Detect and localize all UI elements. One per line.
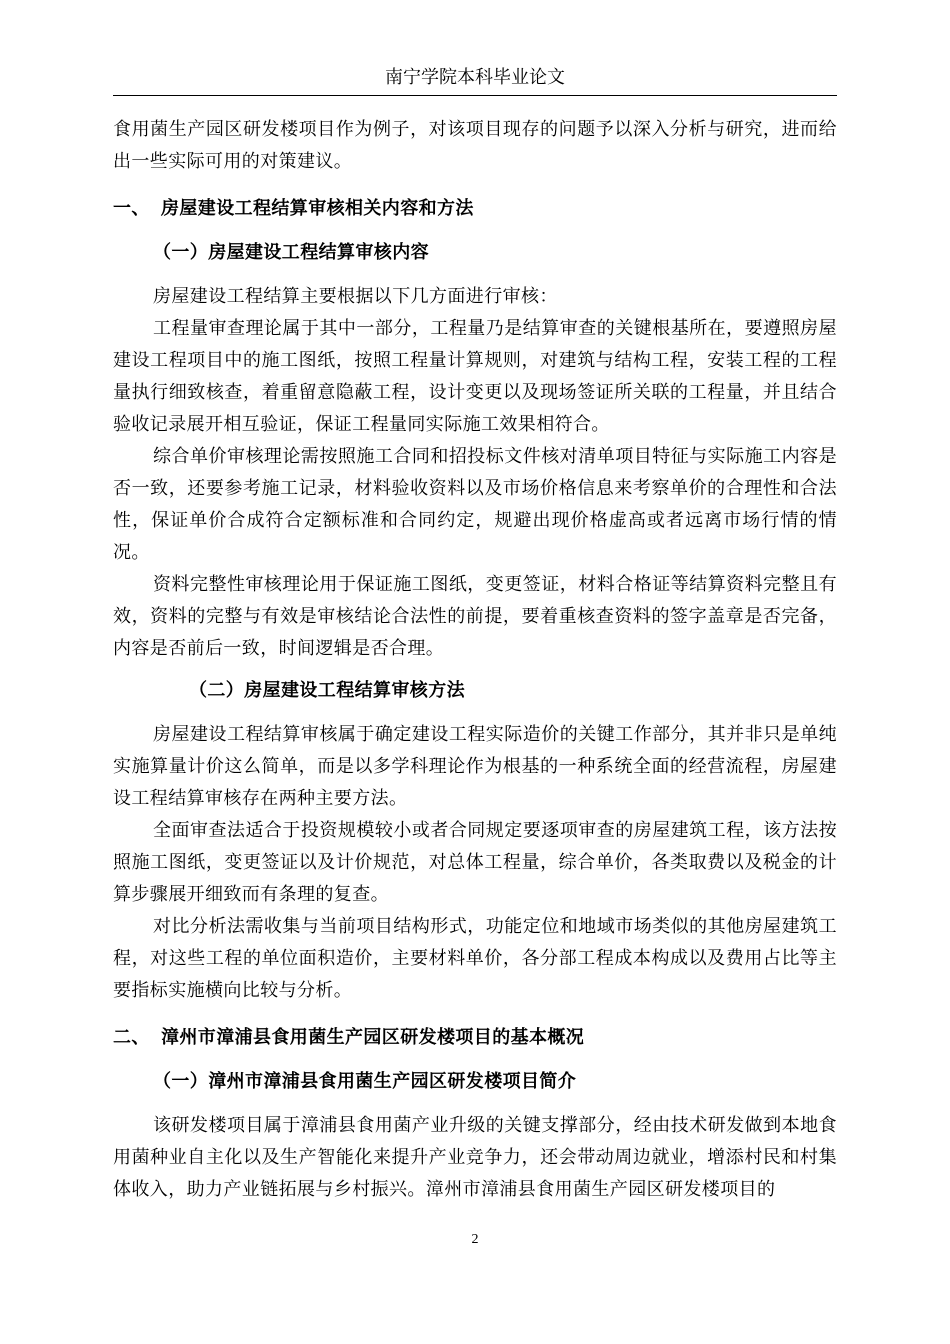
paragraph: 房屋建设工程结算主要根据以下几方面进行审核： [153, 286, 558, 307]
section-heading-2 [113, 1022, 837, 1054]
paragraph: 对比分析法需收集与当前项目结构形式，功能定位和地域市场类似的其他房屋建筑工程，对这些工程的单位面积造价，主要材料单价，各分部工程成本构成以及费用占比等主要指标实施横向比较与分析。 [113, 916, 837, 1001]
section-title-2: 漳州市漳浦县食用菌生产园区研发楼项目的基本概况 [161, 1027, 585, 1048]
section-number-1: 一、 [113, 198, 150, 219]
section-number-2: 二、 [113, 1027, 150, 1048]
section-heading-1 [113, 193, 837, 225]
paragraph: 工程量审查理论属于其中一部分，工程量乃是结算审查的关键根基所在，要遵照房屋建设工程项目中的施工图纸，按照工程量计算规则，对建筑与结构工程，安装工程的工程量执行细致核查，着重留意隐蔽工程，设计变更以及现场签证所关联的工程量，并且结合验收记录展开相互验证，保证工程量同实际施工效果相符合。 [113, 318, 837, 435]
paragraph: 资料完整性审核理论用于保证施工图纸，变更签证，材料合格证等结算资料完整且有效，资料的完整与有效是审核结论合法性的前提，要着重核查资料的签字盖章是否完备，内容是否前后一致，时间逻辑是否合理。 [113, 574, 837, 659]
page-number: 2 [471, 1232, 479, 1247]
subsection-heading-2-1: （一）漳州市漳浦县食用菌生产园区研发楼项目简介 [153, 1071, 577, 1092]
paragraph: 该研发楼项目属于漳浦县食用菌产业升级的关键支撑部分，经由技术研发做到本地食用菌种业自主化以及生产智能化来提升产业竞争力，还会带动周边就业，增添村民和村集体收入，助力产业链拓展与乡村振兴。漳州市漳浦县食用菌生产园区研发楼项目的 [113, 1115, 837, 1200]
intro-paragraph: 食用菌生产园区研发楼项目作为例子，对该项目现存的问题予以深入分析与研究，进而给出一些实际可用的对策建议。 [113, 119, 837, 172]
paragraph: 全面审查法适合于投资规模较小或者合同规定要逐项审查的房屋建筑工程，该方法按照施工图纸，变更签证以及计价规范，对总体工程量，综合单价，各类取费以及税金的计算步骤展开细致而有条理的复查。 [113, 820, 837, 905]
subsection-heading-1-2: （二）房屋建设工程结算审核方法 [189, 680, 465, 701]
document-body [113, 114, 837, 1206]
paragraph: 房屋建设工程结算审核属于确定建设工程实际造价的关键工作部分，其并非只是单纯实施算量计价这么简单，而是以多学科理论作为根基的一种系统全面的经营流程，房屋建设工程结算审核存在两种主要方法。 [113, 724, 837, 809]
paragraph: 综合单价审核理论需按照施工合同和招投标文件核对清单项目特征与实际施工内容是否一致，还要参考施工记录，材料验收资料以及市场价格信息来考察单价的合理性和合法性，保证单价合成符合定额标准和合同约定，规避出现价格虚高或者远离市场行情的情况。 [113, 446, 837, 563]
section-title-1: 房屋建设工程结算审核相关内容和方法 [161, 198, 474, 219]
header-rule [113, 95, 837, 96]
subsection-heading-1-1: （一）房屋建设工程结算审核内容 [153, 242, 429, 263]
page-header: 南宁学院本科毕业论文 [385, 67, 565, 88]
